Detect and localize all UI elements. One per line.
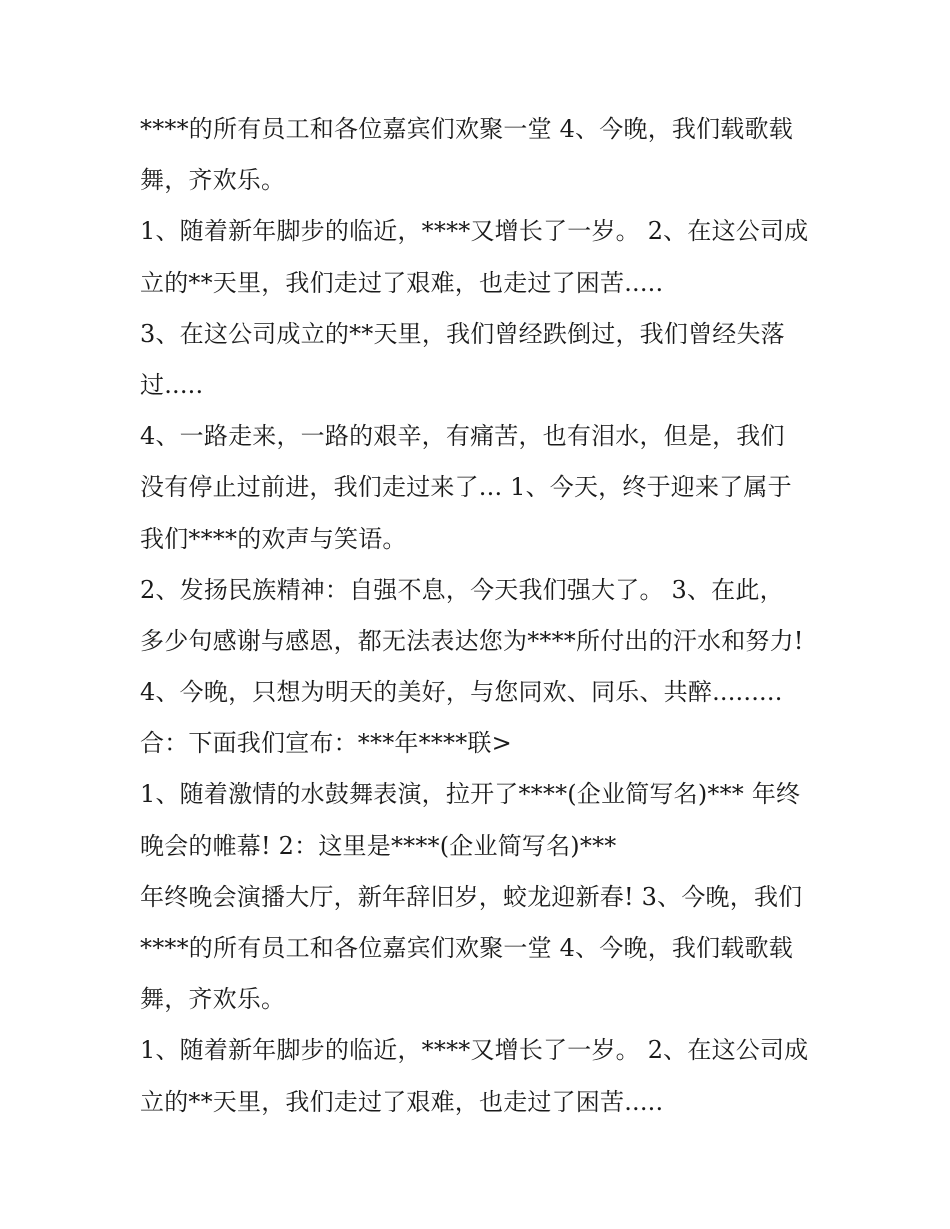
text-line: 晚会的帷幕! 2：这里是****(企业简写名)*** <box>140 831 617 860</box>
text-line: 2、发扬民族精神：自强不息，今天我们强大了。 3、在此， <box>140 575 784 604</box>
text-line: 合：下面我们宣布：***年****联> <box>140 729 512 758</box>
text-line: 立的**天里，我们走过了艰难，也走过了困苦..... <box>140 1087 664 1116</box>
text-line: 立的**天里，我们走过了艰难，也走过了困苦..... <box>140 268 664 297</box>
text-line: 舞，齐欢乐。 <box>140 166 286 195</box>
document-body <box>140 104 830 1128</box>
text-line: 我们****的欢声与笑语。 <box>140 524 407 553</box>
text-line: 1、随着新年脚步的临近，****又增长了一岁。 2、在这公司成 <box>140 217 809 246</box>
text-line: 舞，齐欢乐。 <box>140 985 286 1014</box>
text-line: 没有停止过前进，我们走过来了... 1、今天，终于迎来了属于 <box>140 473 792 502</box>
text-line: 年终晚会演播大厅，新年辞旧岁，蛟龙迎新春! 3、今晚，我们 <box>140 882 803 911</box>
text-line: 1、随着激情的水鼓舞表演，拉开了****(企业简写名)*** 年终 <box>140 780 801 809</box>
text-line: 1、随着新年脚步的临近，****又增长了一岁。 2、在这公司成 <box>140 1036 809 1065</box>
text-line: ****的所有员工和各位嘉宾们欢聚一堂 4、今晚，我们载歌载 <box>140 934 793 962</box>
text-line: 4、一路走来，一路的艰辛，有痛苦，也有泪水，但是，我们 <box>140 422 785 451</box>
text-line: 3、在这公司成立的**天里，我们曾经跌倒过，我们曾经失落 <box>140 319 785 348</box>
text-line: 4、今晚，只想为明天的美好，与您同欢、同乐、共醉......... <box>140 678 783 707</box>
text-line: 过..... <box>140 370 204 399</box>
text-line: ****的所有员工和各位嘉宾们欢聚一堂 4、今晚，我们载歌载 <box>140 115 793 143</box>
text-line: 多少句感谢与感恩，都无法表达您为****所付出的汗水和努力! <box>140 626 804 655</box>
